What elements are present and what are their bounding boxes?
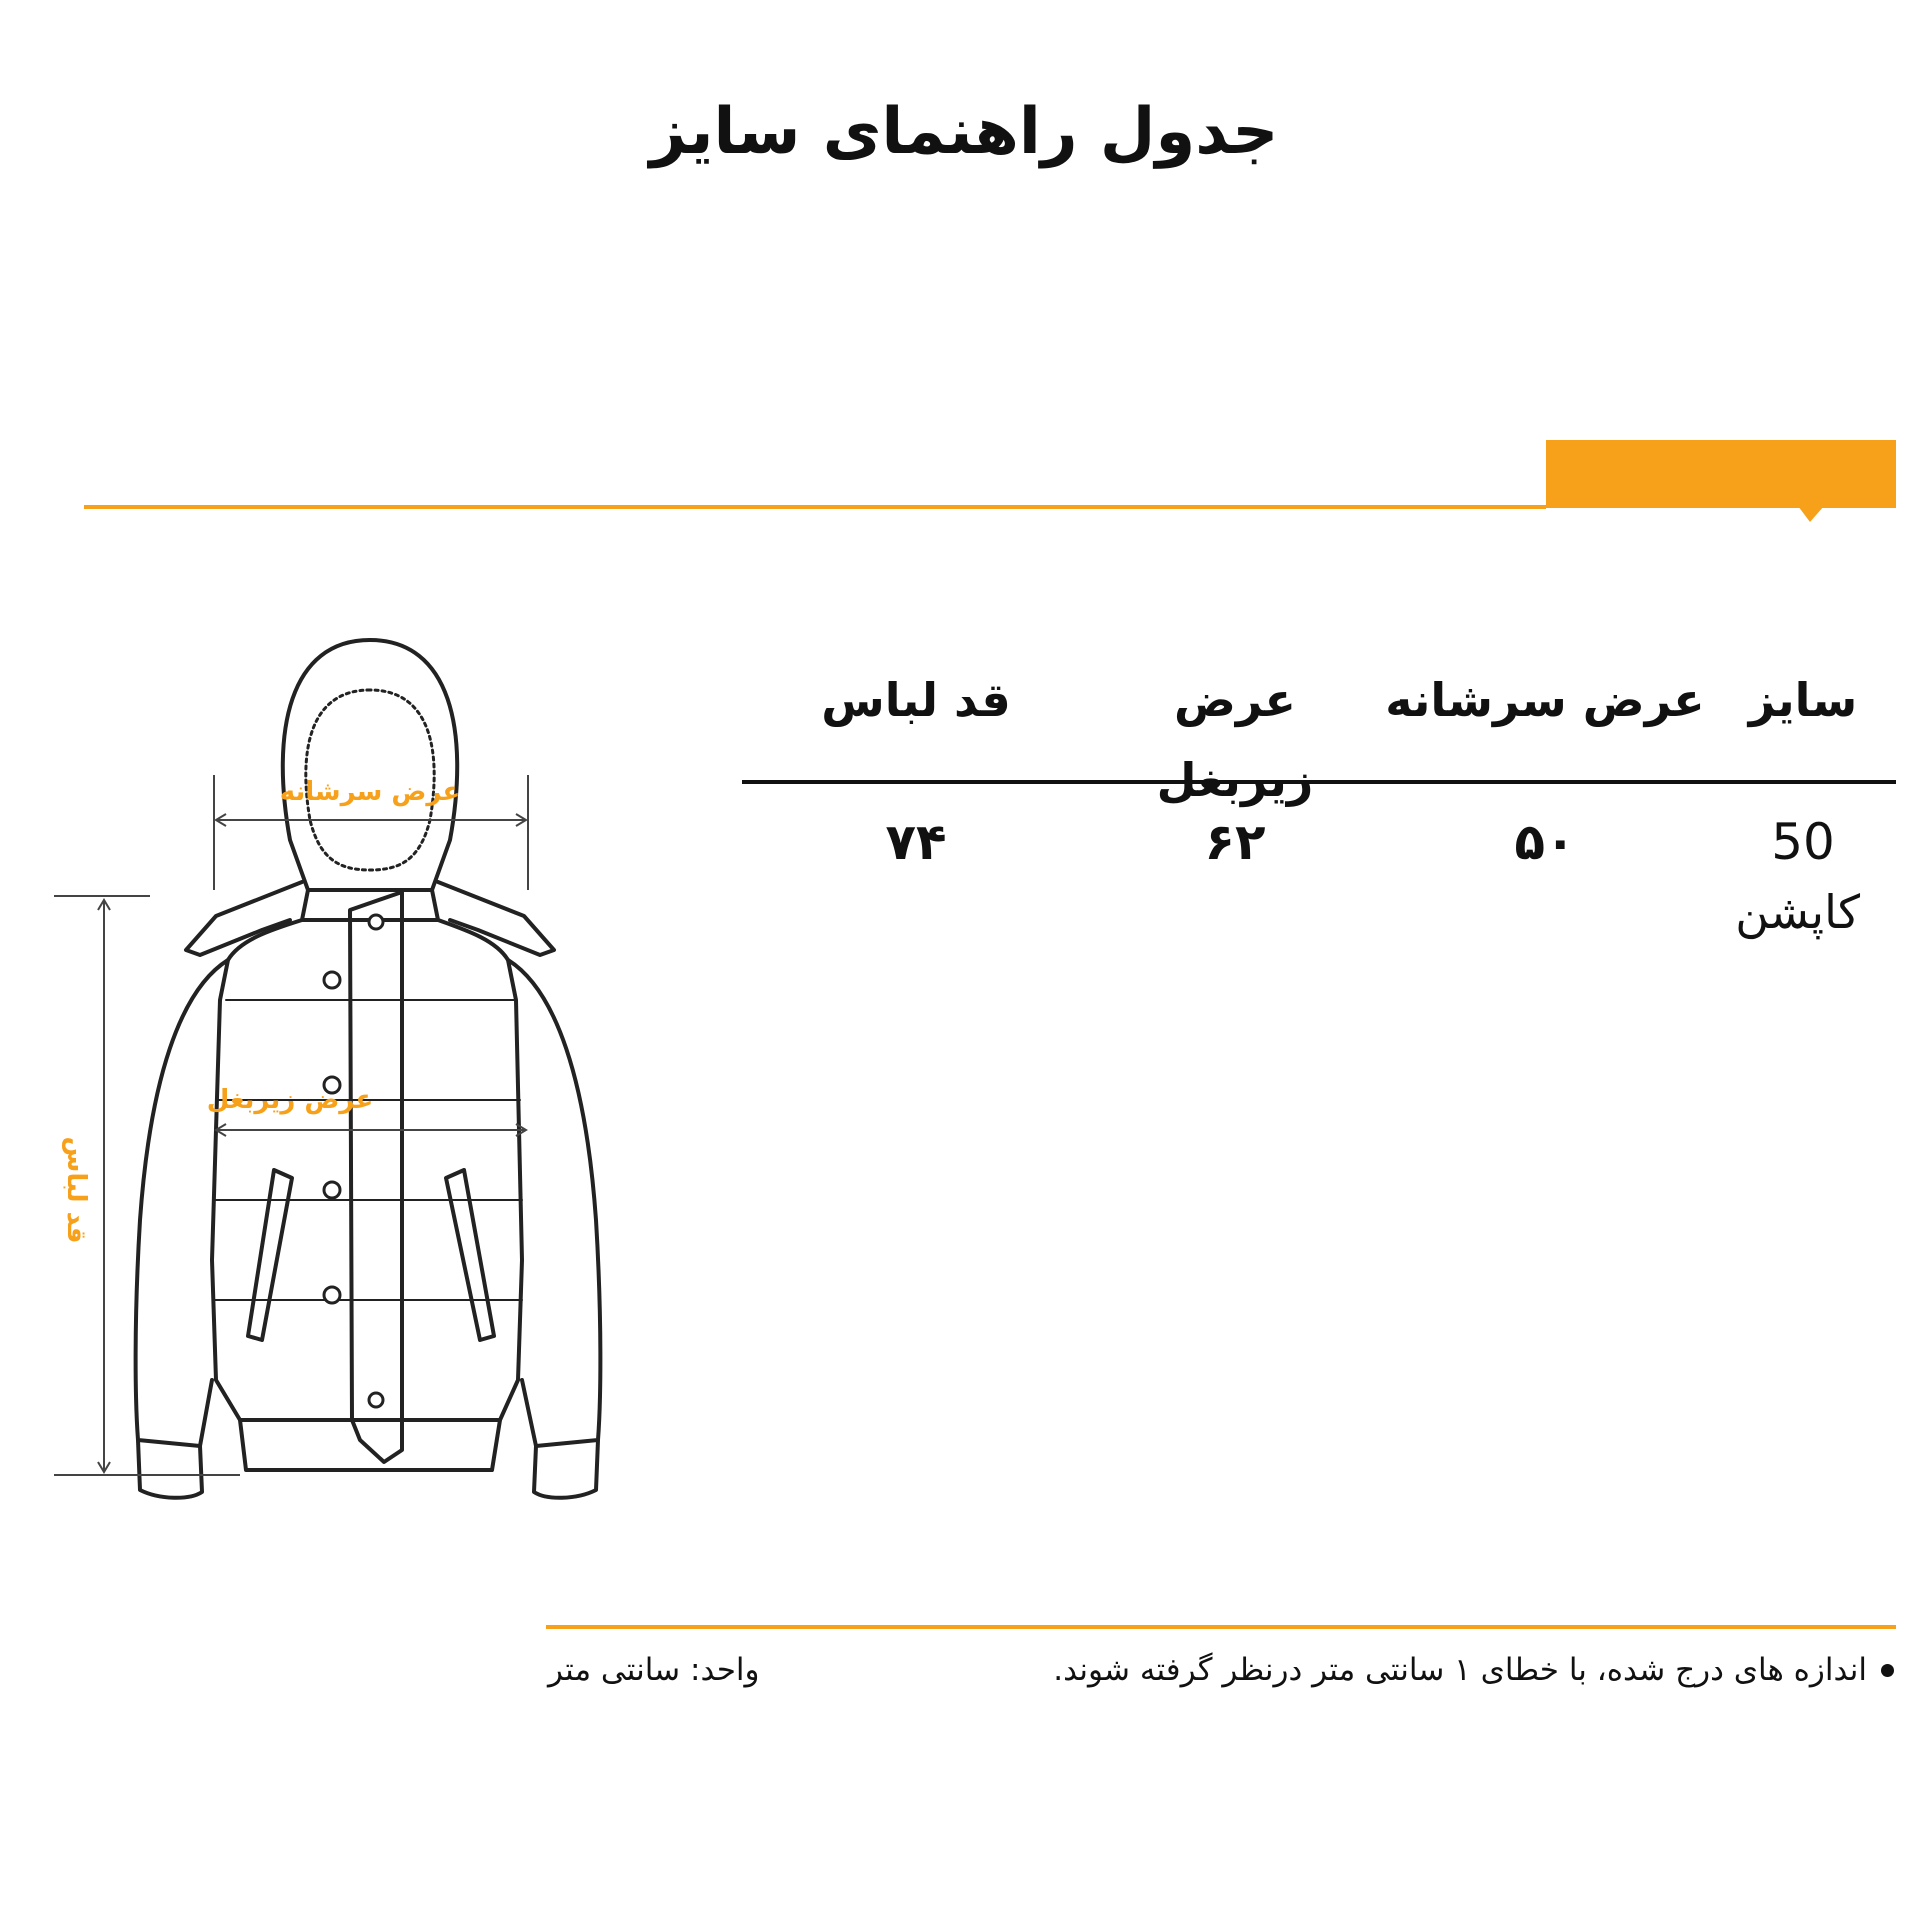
right-cuff xyxy=(534,1440,598,1498)
cell-chest-width: ۶۲ xyxy=(1204,813,1266,871)
size-table xyxy=(742,660,1896,882)
section-divider xyxy=(84,505,1546,509)
body-outline xyxy=(212,920,522,1420)
note-text: اندازه های درج شده، با خطای ۱ سانتی متر درنظر گرفته شوند. xyxy=(1053,1652,1867,1688)
chest-width-label: عرض زیربغل xyxy=(206,1085,374,1115)
unit-text: واحد: سانتی متر xyxy=(548,1652,760,1688)
hood-outline xyxy=(283,640,457,890)
shoulder-width-label: عرض سرشانه xyxy=(279,777,461,807)
length-label: قد لباس xyxy=(61,1136,91,1244)
left-pocket xyxy=(248,1170,292,1340)
header-chest-width: عرض زیربغل xyxy=(1156,673,1314,807)
cell-shoulder-width: ۵۰ xyxy=(1514,813,1576,871)
jacket-diagram xyxy=(40,620,680,1520)
footer-note xyxy=(1053,1652,1894,1688)
header-shoulder-width: عرض سرشانه xyxy=(1385,673,1705,727)
right-pocket xyxy=(446,1170,494,1340)
front-placket xyxy=(350,892,402,1462)
waistband xyxy=(240,1420,500,1470)
page-title: جدول راهنمای سایز xyxy=(649,95,1279,169)
section-label: کاپشن xyxy=(1735,885,1860,939)
section-tab-notch xyxy=(1798,506,1824,522)
table-row xyxy=(742,784,1896,882)
left-cuff xyxy=(138,1440,202,1498)
header-size: سایز xyxy=(1748,673,1858,727)
header-length: قد لباس xyxy=(821,673,1011,727)
cell-length: ۷۴ xyxy=(885,813,947,871)
right-epaulette xyxy=(438,882,554,955)
table-header xyxy=(742,660,1896,807)
bullet-icon xyxy=(1881,1664,1894,1677)
footer-divider xyxy=(546,1625,1896,1629)
cell-size: 50 xyxy=(1771,813,1835,871)
